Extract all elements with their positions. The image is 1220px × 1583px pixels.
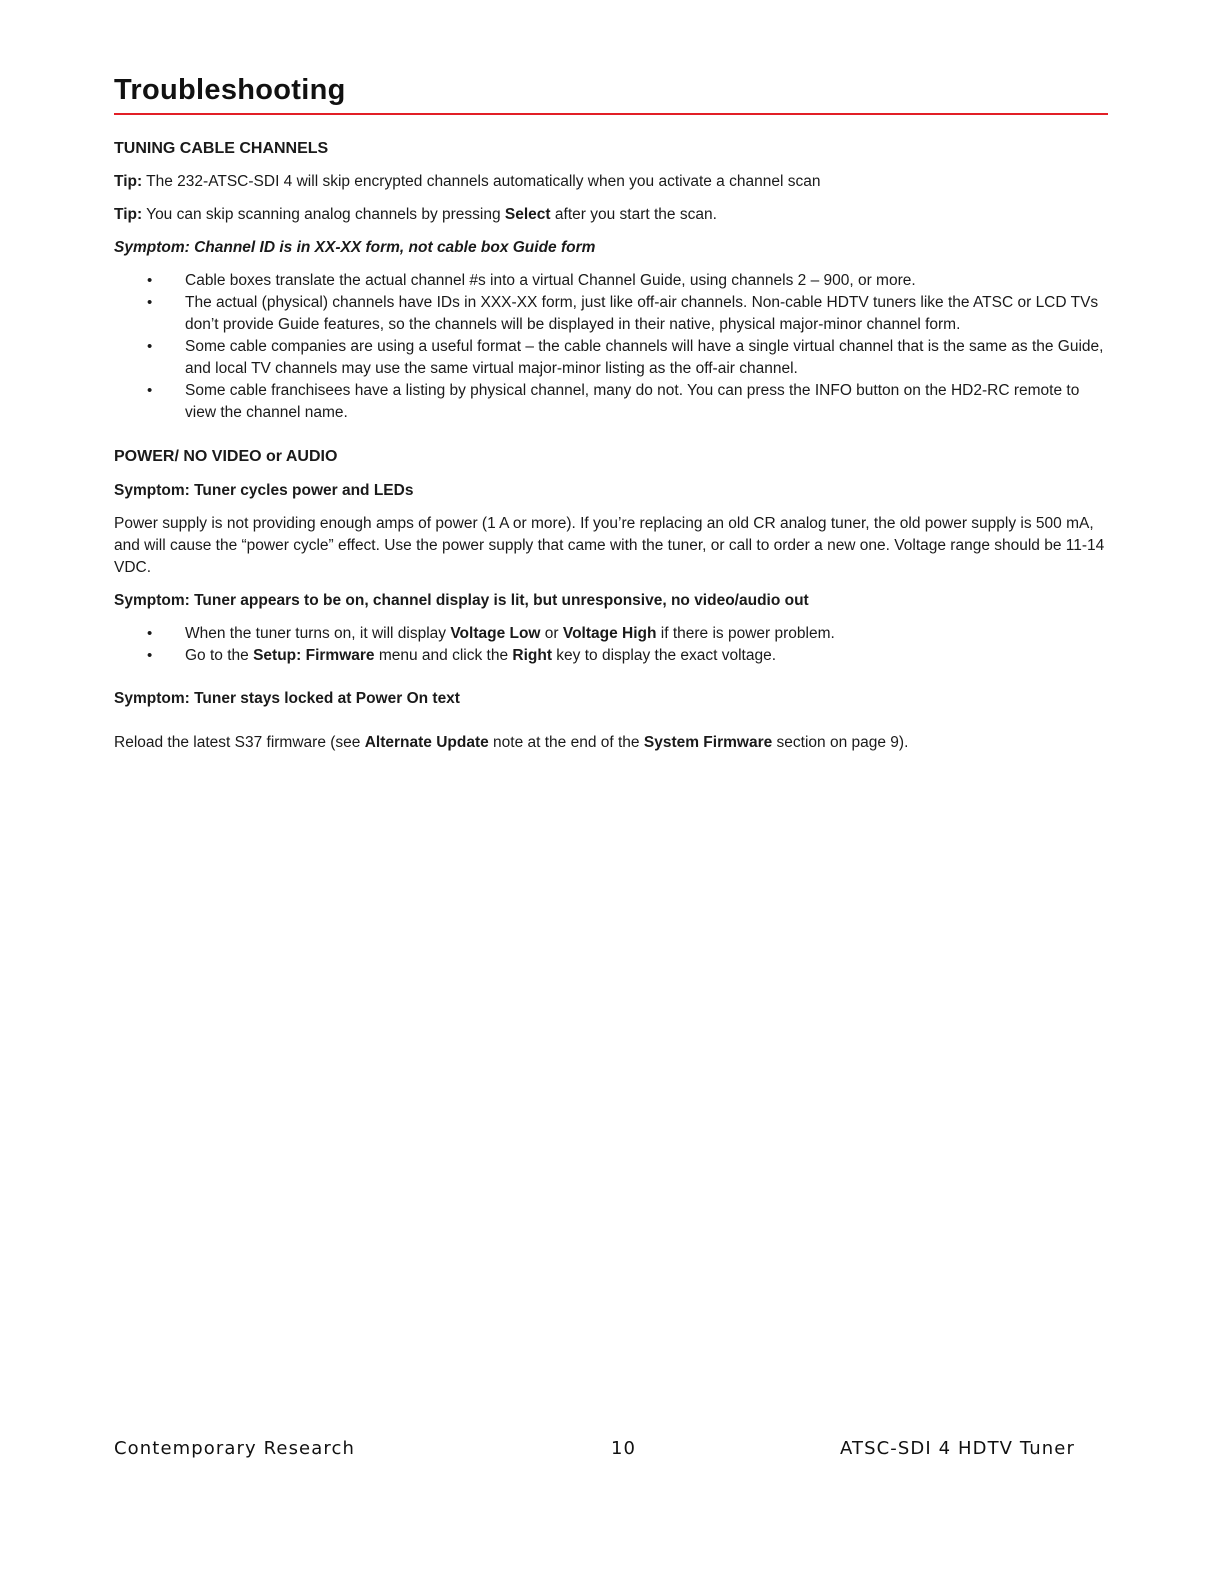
voltage-high-label: Voltage High [562,625,657,642]
list-item-text: if there is power problem. [656,625,835,642]
power-supply-paragraph: Power supply is not providing enough amps of power (1 A or more). If you’re replacing an old CR analog tuner, the old power supply is 500 mA, and will cause the “power cycle” effect. Use the power supply that came with the tuner, or call to order a new one. Voltage range should be 11-14 VDC. [114,515,1105,576]
tip-skip-analog [114,204,1108,226]
bullet-icon: • [147,382,153,399]
footer-company: Contemporary Research [114,1438,355,1459]
bullet-icon: • [147,625,153,642]
bullet-icon: • [147,338,153,355]
tip-text: You can skip scanning analog channels by pressing [142,206,505,223]
list-item-text: Some cable companies are using a useful format – the cable channels will have a single virtual channel that is the same as the Guide, and local TV channels may use the same virtual major-minor listing as the off-air channel. [185,338,1104,377]
paragraph-text: section on page 9). [772,734,909,751]
list-item [114,336,1108,380]
tip-text: The 232-ATSC-SDI 4 will skip encrypted channels automatically when you activate a channel scan [142,173,821,190]
bullet-icon: • [147,647,153,664]
setup-firmware-menu-label: Setup: Firmware [253,647,375,664]
list-item-text: The actual (physical) channels have IDs in XXX-XX form, just like off-air channels. Non-cable HDTV tuners like the ATSC or LCD TVs don’t provide Guide features, so the channels will be displayed in their native, physical major-minor channel form. [185,294,1099,333]
section-heading-power: POWER/ NO VIDEO or AUDIO [114,448,338,465]
symptom-locked-power-on: Symptom: Tuner stays locked at Power On text [114,690,460,707]
page-number: 10 [611,1438,637,1459]
bullet-icon: • [147,294,153,311]
symptom-channel-id: Symptom: Channel ID is in XX-XX form, not cable box Guide form [114,239,596,256]
document-body [114,138,1108,754]
tip-encrypted-channels [114,171,1108,193]
list-item [114,380,1108,424]
list-item [114,623,1108,645]
list-item [114,292,1108,336]
voltage-low-label: Voltage Low [450,625,541,642]
unresponsive-bullet-list [114,623,1108,667]
system-firmware-label: System Firmware [643,734,773,751]
select-key-label: Select [504,206,551,223]
reload-firmware-paragraph [114,732,1108,754]
paragraph-text: Reload the latest S37 firmware (see [114,734,365,751]
list-item-text: key to display the exact voltage. [552,647,777,664]
page-title: Troubleshooting [114,74,346,106]
bullet-icon: • [147,272,153,289]
list-item [114,270,1108,292]
list-item-text: Cable boxes translate the actual channel #s into a virtual Channel Guide, using channels 2 – 900, or more. [185,272,916,289]
symptom-power-cycles: Symptom: Tuner cycles power and LEDs [114,482,414,499]
right-key-label: Right [512,647,552,664]
list-item [114,645,1108,667]
paragraph-text: note at the end of the [488,734,644,751]
list-item-text: When the tuner turns on, it will display [185,625,451,642]
channel-id-bullet-list [114,270,1108,424]
title-divider [114,113,1108,115]
list-item-text: Some cable franchisees have a listing by physical channel, many do not. You can press the INFO button on the HD2-RC remote to view the channel name. [185,382,1080,421]
tip-text: after you start the scan. [550,206,717,223]
list-item-text: or [540,625,563,642]
section-heading-tuning: TUNING CABLE CHANNELS [114,140,329,157]
alternate-update-label: Alternate Update [364,734,489,751]
tip-label: Tip: [114,206,143,223]
list-item-text: menu and click the [374,647,513,664]
list-item-text: Go to the [185,647,254,664]
symptom-unresponsive: Symptom: Tuner appears to be on, channel display is lit, but unresponsive, no video/audio out [114,592,809,609]
tip-label: Tip: [114,173,143,190]
footer-product: ATSC-SDI 4 HDTV Tuner [840,1438,1075,1459]
